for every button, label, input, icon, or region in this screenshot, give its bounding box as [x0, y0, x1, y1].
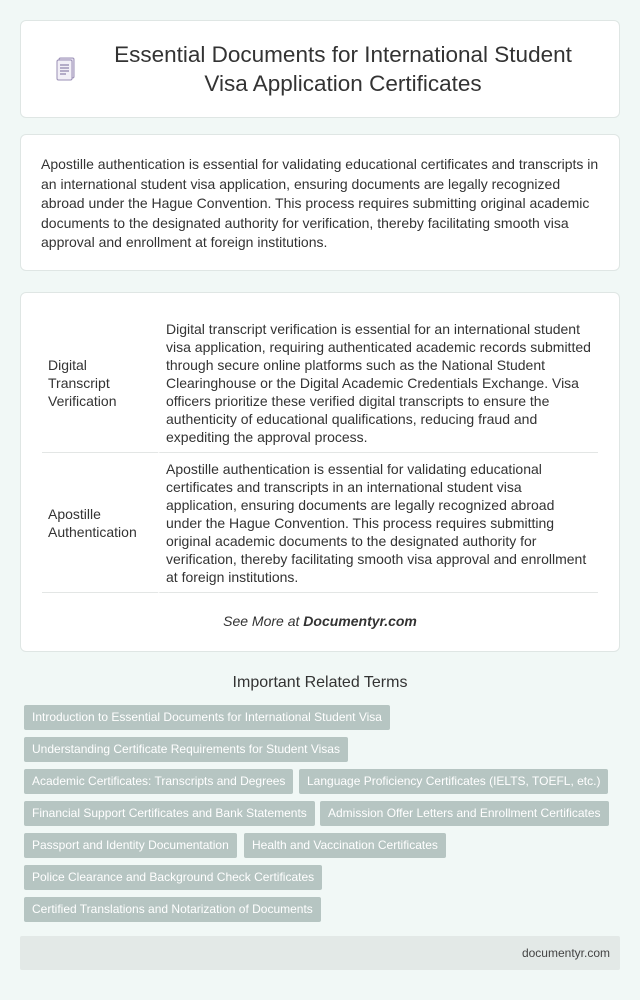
term-cell: Apostille Authentication — [42, 453, 158, 593]
footer-link[interactable]: documentyr.com — [521, 946, 610, 960]
related-tag[interactable]: Certified Translations and Notarization of Documents — [24, 897, 321, 922]
related-tag[interactable]: Introduction to Essential Documents for International Student Visa — [24, 705, 390, 730]
related-tag[interactable]: Admission Offer Letters and Enrollment Certificates — [320, 801, 609, 826]
related-tag[interactable]: Health and Vaccination Certificates — [244, 833, 446, 858]
footer — [20, 936, 620, 970]
related-tag[interactable]: Understanding Certificate Requirements for Student Visas — [24, 737, 348, 762]
description-cell: Apostille authentication is essential for validating educational certificates and transcripts in an international student visa application, ensuring documents are legally recognized abroad under the Hague Convention. This process requires submitting original academic documents to the designated authority for verification, thereby facilitating smooth visa approval and enrollment at foreign institutions. — [158, 453, 598, 593]
intro-text: Apostille authentication is essential for validating educational certificates and transcripts in an international student visa application, ensuring documents are legally recognized abroad under the Hague Convention. This process requires submitting original academic documents to the designated authority for verification, thereby facilitating smooth visa approval and enrollment at foreign institutions. — [41, 156, 599, 250]
related-terms-title: Important Related Terms — [232, 674, 408, 691]
page-title: Essential Documents for International Student Visa Application Certificates — [114, 42, 572, 96]
intro-card — [20, 134, 620, 271]
details-card — [20, 292, 620, 652]
table-row — [42, 453, 598, 593]
description-cell: Digital transcript verification is essential for an international student visa application, requiring authenticated academic records submitted through secure online platforms such as the National Student Clearinghouse or the Digital Academic Credentials Exchange. Visa officers prioritize these verified digital transcripts to ensure the authenticity of educational qualifications, reducing fraud and expediting the approval process. — [158, 313, 598, 453]
term-cell: Digital Transcript Verification — [42, 313, 158, 453]
table-row — [42, 313, 598, 453]
details-table — [42, 313, 598, 593]
related-tag[interactable]: Academic Certificates: Transcripts and Degrees — [24, 769, 293, 794]
document-icon — [51, 54, 81, 84]
related-tag[interactable]: Language Proficiency Certificates (IELTS, TOEFL, etc.) — [299, 769, 608, 794]
see-more-prefix: See More at — [223, 613, 304, 629]
related-tag[interactable]: Police Clearance and Background Check Certificates — [24, 865, 322, 890]
see-more-line — [21, 613, 619, 629]
related-tag[interactable]: Passport and Identity Documentation — [24, 833, 237, 858]
related-tag[interactable]: Financial Support Certificates and Bank Statements — [24, 801, 315, 826]
header-card — [20, 20, 620, 118]
see-more-link[interactable]: Documentyr.com — [303, 613, 417, 629]
